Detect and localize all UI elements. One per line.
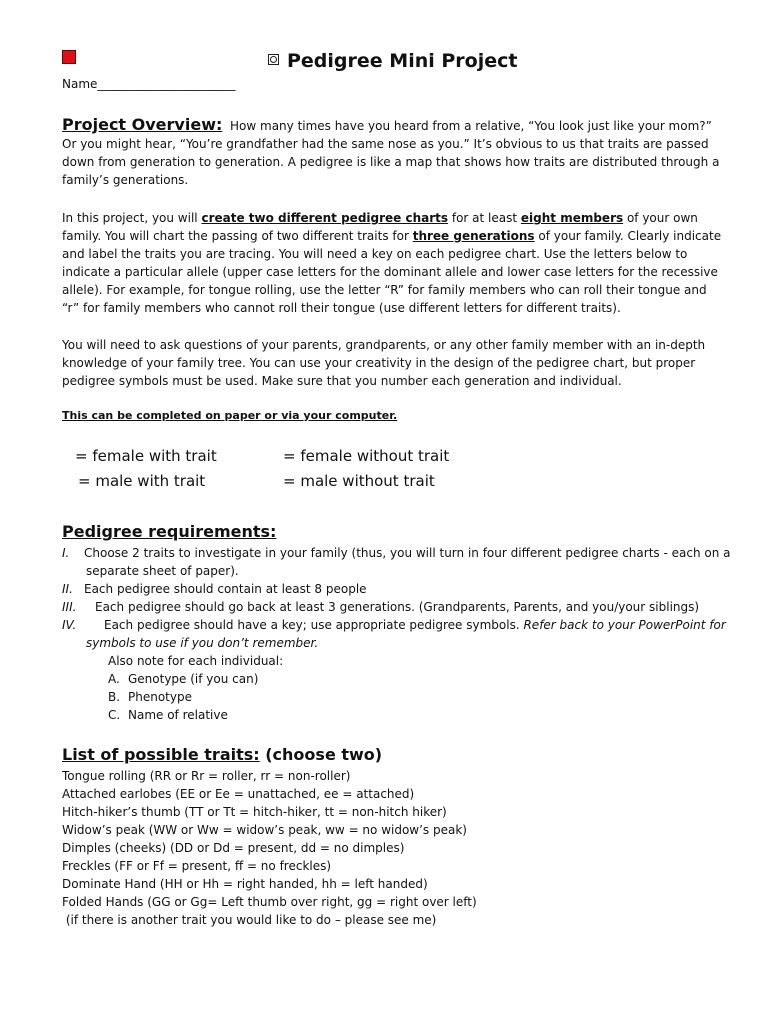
key-male-without-trait: = male without trait — [283, 472, 435, 490]
requirement-text: Each pedigree should go back at least 3 generations. (Grandparents, Parents, and you/your siblings) — [95, 600, 700, 614]
key-male-with-trait: = male with trait — [78, 472, 206, 490]
circle-in-square-icon — [268, 54, 279, 65]
overview-paragraph — [62, 116, 722, 189]
trait-item: Folded Hands (GG or Gg= Left thumb over right, gg = right over left) — [62, 895, 477, 909]
emphasis-two-charts: create two different pedigree charts — [201, 211, 449, 225]
key-female-without-trait: = female without trait — [283, 447, 450, 465]
trait-item: Dimples (cheeks) (DD or Dd = present, dd = no dimples) — [62, 841, 405, 855]
emphasis-eight-members: eight members — [520, 211, 624, 225]
requirement-item — [62, 616, 726, 634]
emphasis-three-generations: three generations — [412, 229, 535, 243]
sub-letter: C. — [108, 708, 121, 722]
also-note-text: Also note for each individual: — [108, 654, 284, 668]
key-female-with-trait: = female with trait — [75, 447, 217, 465]
red-square-icon — [62, 50, 76, 64]
name-field: Name_______________________ — [62, 77, 236, 91]
trait-item: Hitch-hiker’s thumb (TT or Tt = hitch-hiker, tt = non-hitch hiker) — [62, 805, 447, 819]
roman-numeral: I. — [62, 546, 70, 560]
requirements-heading: Pedigree requirements: — [62, 522, 277, 541]
requirement-item — [62, 580, 367, 598]
requirement-item — [62, 544, 731, 562]
roman-numeral: III. — [62, 600, 77, 614]
trait-item: Attached earlobes (EE or Ee = unattached, ee = attached) — [62, 787, 415, 801]
sub-text: Phenotype — [128, 690, 192, 704]
traits-heading-suffix: (choose two) — [259, 745, 383, 764]
requirement-text: Each pedigree should contain at least 8 people — [84, 582, 367, 596]
roman-numeral: II. — [62, 582, 73, 596]
sub-list-item — [108, 670, 258, 688]
requirement-continuation: separate sheet of paper). — [86, 564, 239, 578]
requirement-text: Choose 2 traits to investigate in your family (thus, you will turn in four different pedigree charts - each on a — [84, 546, 731, 560]
requirement-italic-continuation: symbols to use if you don’t remember. — [86, 636, 319, 650]
sub-letter: A. — [108, 672, 120, 686]
sub-letter: B. — [108, 690, 121, 704]
trait-item: Tongue rolling (RR or Rr = roller, rr = non-roller) — [62, 769, 351, 783]
requirement-italic-note: Refer back to your PowerPoint for — [523, 618, 726, 632]
traits-heading — [62, 745, 382, 764]
roman-numeral: IV. — [62, 618, 77, 632]
sub-text: Genotype (if you can) — [128, 672, 259, 686]
overview-text: How many times have you heard from a relative, “You look just like your mom?” Or you might hear, “You’re grandfather had the same nose as you.” It’s obvious to us that traits are passed down from generation to generation. A pedigree is like a map that shows how traits are distributed through a family’s generations. — [62, 119, 720, 187]
instructions-paragraph — [62, 209, 722, 317]
text-run: for at least — [448, 211, 521, 225]
completion-note: This can be completed on paper or via your computer. — [62, 409, 398, 422]
trait-item: Freckles (FF or Ff = present, ff = no freckles) — [62, 859, 332, 873]
text-run: In this project, you will — [62, 211, 202, 225]
trait-item: Widow’s peak (WW or Ww = widow’s peak, ww = no widow’s peak) — [62, 823, 467, 837]
sub-list-item — [108, 706, 228, 724]
text-run: of your family. Clearly indicate and label the traits you are tracing. You will need a key on each pedigree chart. Use the letters below to indicate a particular allele (upper case letters for the dominant allele and lower case letters for the recessive allele). For example, for tongue rolling, use the letter “R” for family members who can roll their tongue and “r” for family members who cannot roll their tongue (use different letters for different traits). — [62, 229, 722, 315]
trait-item: Dominate Hand (HH or Hh = right handed, hh = left handed) — [62, 877, 428, 891]
requirement-text: Each pedigree should have a key; use appropriate pedigree symbols. — [104, 618, 524, 632]
traits-heading-label: List of possible traits: — [62, 745, 260, 764]
sub-text: Name of relative — [128, 708, 228, 722]
text-run: of your own family. You will chart the passing of two different traits for — [62, 211, 698, 243]
family-questions-paragraph: You will need to ask questions of your parents, grandparents, or any other family member with an in-depth knowledge of your family tree. You can use your creativity in the design of the pedigree chart, but proper pedigree symbols must be used. Make sure that you number each generation and individual. — [62, 338, 706, 388]
overview-heading: Project Overview: — [62, 115, 223, 134]
sub-list-item — [108, 688, 192, 706]
trait-item: (if there is another trait you would like to do – please see me) — [62, 913, 437, 927]
page-title: Pedigree Mini Project — [287, 50, 518, 72]
requirement-item — [62, 598, 699, 616]
